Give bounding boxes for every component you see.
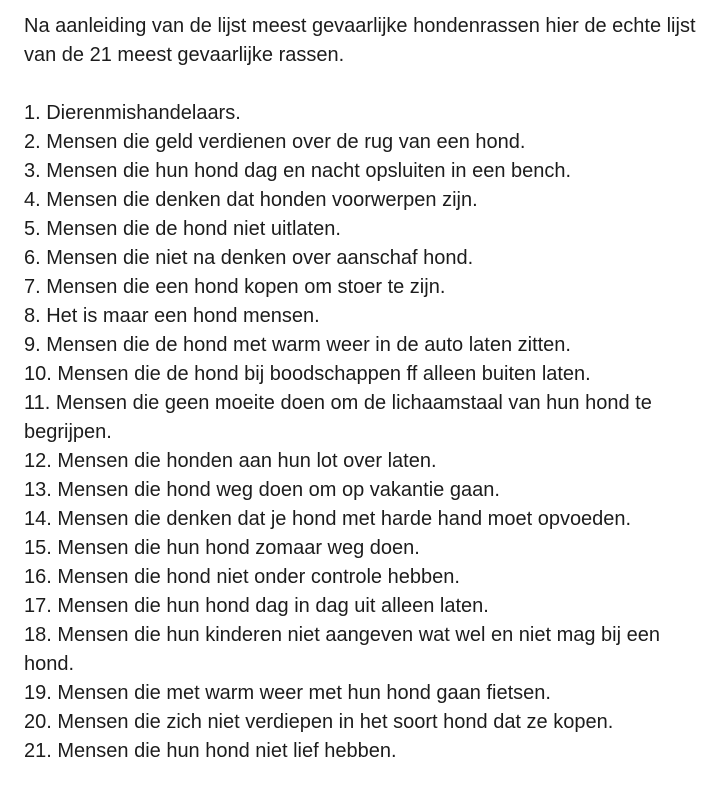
list-item: 12. Mensen die honden aan hun lot over laten. bbox=[24, 450, 437, 472]
list-item: 13. Mensen die hond weg doen om op vakantie gaan. bbox=[24, 479, 500, 501]
list-item: 5. Mensen die de hond niet uitlaten. bbox=[24, 218, 341, 240]
intro-paragraph: Na aanleiding van de lijst meest gevaarlijke hondenrassen hier de echte lijst van de 21 meest gevaarlijke rassen. bbox=[24, 15, 696, 66]
list-item: 19. Mensen die met warm weer met hun hond gaan fietsen. bbox=[24, 682, 551, 704]
list-item: 3. Mensen die hun hond dag en nacht opsluiten in een bench. bbox=[24, 160, 572, 182]
list-item: 16. Mensen die hond niet onder controle hebben. bbox=[24, 566, 460, 588]
list-item: 6. Mensen die niet na denken over aanschaf hond. bbox=[24, 247, 474, 269]
post-text bbox=[24, 12, 696, 766]
list-item: 17. Mensen die hun hond dag in dag uit alleen laten. bbox=[24, 595, 489, 617]
list-item: 7. Mensen die een hond kopen om stoer te zijn. bbox=[24, 276, 446, 298]
list-item: 2. Mensen die geld verdienen over de rug van een hond. bbox=[24, 131, 526, 153]
list-item: 4. Mensen die denken dat honden voorwerpen zijn. bbox=[24, 189, 478, 211]
list-item: 18. Mensen die hun kinderen niet aangeven wat wel en niet mag bij een hond. bbox=[24, 624, 660, 675]
list-item: 10. Mensen die de hond bij boodschappen ff alleen buiten laten. bbox=[24, 363, 591, 385]
list-item: 11. Mensen die geen moeite doen om de lichaamstaal van hun hond te begrijpen. bbox=[24, 392, 652, 443]
list-item: 14. Mensen die denken dat je hond met harde hand moet opvoeden. bbox=[24, 508, 632, 530]
list-item: 9. Mensen die de hond met warm weer in de auto laten zitten. bbox=[24, 334, 571, 356]
list-item: 1. Dierenmishandelaars. bbox=[24, 102, 241, 124]
list-item: 8. Het is maar een hond mensen. bbox=[24, 305, 320, 327]
list-item: 15. Mensen die hun hond zomaar weg doen. bbox=[24, 537, 420, 559]
list-item: 20. Mensen die zich niet verdiepen in het soort hond dat ze kopen. bbox=[24, 711, 614, 733]
dangerous-list bbox=[24, 99, 696, 766]
list-item: 21. Mensen die hun hond niet lief hebben. bbox=[24, 740, 397, 762]
